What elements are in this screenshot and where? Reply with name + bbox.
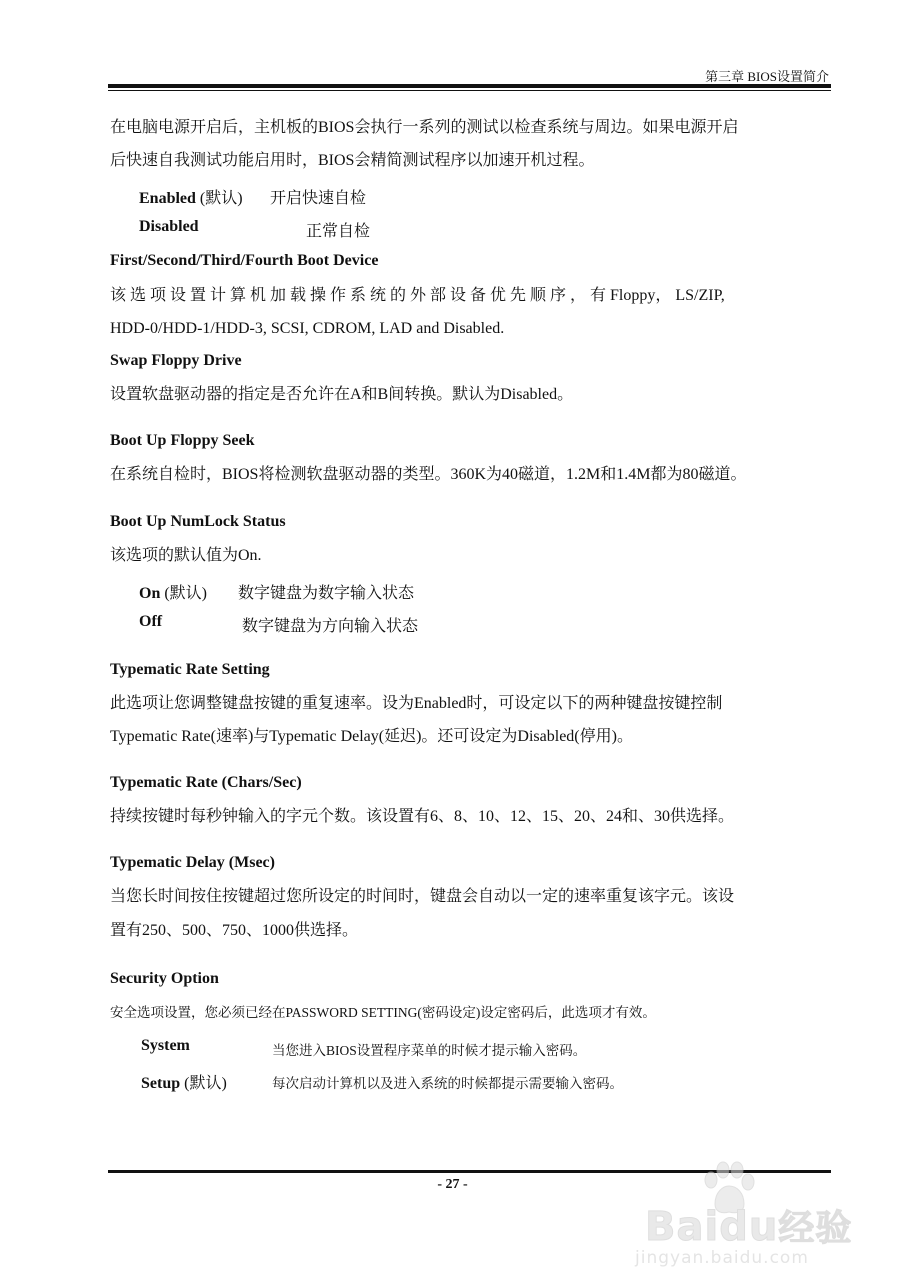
option-term: Off (139, 613, 163, 630)
page-number: - 27 - (437, 1177, 468, 1192)
watermark-url: jingyan.baidu.com (635, 1248, 809, 1268)
quick-post-text-line-1: 在电脑电源开启后，主机板的BIOS会执行一系列的测试以检查系统与周边。如果电源开启 (110, 119, 739, 136)
typematic-delay-text-line-2: 置有250、500、750、1000供选择。 (110, 922, 359, 939)
swap-floppy-heading: Swap Floppy Drive (110, 352, 242, 369)
floppy-seek-text: 在系统自检时，BIOS将检测软盘驱动器的类型。360K为40磁道，1.2M和1.4M都为80磁道。 (110, 466, 747, 483)
option-setup-desc: 每次启动计算机以及进入系统的时候都提示需要输入密码。 (272, 1076, 623, 1091)
boot-device-text-line-1: 该 选 项 设 置 计 算 机 加 载 操 作 系 统 的 外 部 设 备 优 先 顺 序 ， 有 Floppy， LS/ZIP, (110, 287, 725, 304)
option-off (139, 613, 162, 631)
boot-device-heading: First/Second/Third/Fourth Boot Device (110, 252, 379, 269)
typematic-setting-heading: Typematic Rate Setting (110, 661, 270, 678)
option-enabled (139, 185, 243, 208)
option-system-desc: 当您进入BIOS设置程序菜单的时候才提示输入密码。 (272, 1043, 587, 1058)
option-setup (141, 1070, 227, 1093)
quick-post-text-line-2: 后快速自我测试功能启用时，BIOS会精简测试程序以加速开机过程。 (110, 152, 595, 169)
header-rule-thick (108, 84, 831, 88)
header-rule-thin (108, 90, 831, 91)
baidu-brand (645, 1200, 852, 1251)
typematic-setting-text-line-2: Typematic Rate(速率)与Typematic Delay(延迟)。还可设定为Disabled(停用)。 (110, 728, 633, 745)
brand-latin: Bai (645, 1204, 720, 1250)
option-off-desc: 数字键盘为方向输入状态 (242, 618, 419, 635)
option-system (141, 1037, 190, 1055)
chapter-title: 第三章 BIOS设置简介 (705, 69, 829, 84)
numlock-text: 该选项的默认值为On. (110, 547, 262, 564)
typematic-rate-text: 持续按键时每秒钟输入的字元个数。该设置有6、8、10、12、15、20、24和、30供选择。 (110, 808, 735, 825)
numlock-heading: Boot Up NumLock Status (110, 513, 286, 530)
brand-cn: 经验 (778, 1208, 853, 1249)
brand-du: du (719, 1204, 779, 1250)
security-heading: Security Option (110, 970, 219, 987)
option-term: Disabled (139, 218, 199, 235)
option-note: (默认) (180, 1075, 227, 1092)
option-disabled-desc: 正常自检 (306, 223, 371, 240)
typematic-delay-text-line-1: 当您长时间按住按键超过您所设定的时间时，键盘会自动以一定的速率重复该字元。该设 (110, 888, 735, 905)
option-term: On (139, 585, 161, 602)
typematic-setting-text-line-1: 此选项让您调整键盘按键的重复速率。设为Enabled时，可设定以下的两种键盘按键控制 (110, 695, 723, 712)
floppy-seek-heading: Boot Up Floppy Seek (110, 432, 255, 449)
option-term: Enabled (139, 190, 196, 207)
security-text: 安全选项设置，您必须已经在PASSWORD SETTING(密码设定)设定密码后，此选项才有效。 (110, 1005, 656, 1020)
option-disabled (139, 218, 199, 236)
baidu-watermark (635, 1160, 853, 1270)
swap-floppy-text: 设置软盘驱动器的指定是否允许在A和B间转换。默认为Disabled。 (110, 386, 574, 403)
option-term: System (141, 1037, 190, 1054)
option-note: (默认) (195, 190, 243, 207)
option-note: (默认) (160, 585, 208, 602)
option-on-desc: 数字键盘为数字输入状态 (238, 585, 415, 602)
option-enabled-desc: 开启快速自检 (270, 190, 367, 207)
boot-device-text-line-2: HDD-0/HDD-1/HDD-3, SCSI, CDROM, LAD and Disabled. (110, 320, 505, 337)
typematic-delay-heading: Typematic Delay (Msec) (110, 854, 275, 871)
typematic-rate-heading: Typematic Rate (Chars/Sec) (110, 774, 302, 791)
option-term: Setup (141, 1075, 181, 1092)
option-on (139, 580, 207, 603)
